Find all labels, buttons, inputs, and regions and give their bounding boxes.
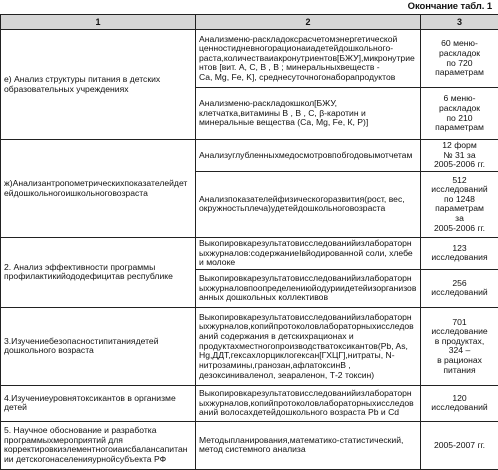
row-5-volume: 2005-2007 гг. (421, 421, 498, 469)
row-zh-topic: ж)Анализантропометрическихпоказателейдетейдошкольногоишкольноговозраста (1, 140, 196, 238)
row-3-method: Выкопировкарезультатовисследованийизлабораторныхжурналов,копийпротоколовлабораторныхисследований содержания в детскихрационах и продуктахместногопроизводстватоксикантов(Pb, As, Hg,ДДТ,гексахлорциклогексан[ГХЦГ],нитраты, N-нитрозамины,гранозан,афлатоксинВ , дезоксиниваленол, зеараленон, Т-2 токсин) (196, 307, 421, 385)
row-5-topic: 5. Научное обоснование и разработка программыхмероприятий для корректировкиэлементногоиаисбалансапитании детскогонаселенияурнойсубъекта РФ (1, 421, 196, 469)
row-zh-volume-1: 12 форм № 31 за 2005-2006 гг. (421, 140, 498, 172)
header-col-3: 3 (421, 15, 498, 30)
table-row (1, 140, 498, 172)
data-table (0, 14, 498, 470)
row-e-method-2: Анализменю-раскладокшкол[БЖУ, клетчатка,витамины В , В , С, β-каротин и минеральные вещества (Са, Mg, Fe, К, Р)] (196, 88, 421, 140)
row-5-method: Методыпланирования,математико-статистический, метод системного анализа (196, 421, 421, 469)
table-caption: Окончание табл. 1 (408, 1, 492, 12)
row-2-topic: 2. Анализ эффективности программы профилактикийододефицитав республике (1, 237, 196, 307)
table-row (1, 237, 498, 269)
row-3-volume: 701 исследование в продуктах, 324 – в рационах питания (421, 307, 498, 385)
row-3-topic: 3.Изучениебезопасностипитаниядетей дошкольного возраста (1, 307, 196, 385)
header-row (1, 15, 498, 30)
row-e-topic: е) Анализ структуры питания в детских образовательных учреждениях (1, 30, 196, 140)
row-2-method-2: Выкопировкарезультатовисследованийизлабораторныхжурналовпоопределениюйодуриидетейизорганизованных дошкольных коллективов (196, 269, 421, 307)
row-zh-volume-2: 512 исследований по 1248 параметрам за 2005-2006 гг. (421, 171, 498, 237)
row-4-volume: 120 исследований (421, 385, 498, 421)
row-e-volume-2: 6 меню- раскладок по 210 параметрам (421, 88, 498, 140)
table-row (1, 307, 498, 385)
row-zh-method-2: Анализпоказателейфизическогоразвития(рост, вес, окружностьплеча)удетейдошкольноговозраста (196, 171, 421, 237)
row-2-volume-1: 123 исследования (421, 237, 498, 269)
row-2-method-1: Выкопировкарезультатовисследованийизлабораторныхжурналов:содержаниеIвйодированной соли, хлебе и молоке (196, 237, 421, 269)
row-4-method: Выкопировкарезультатовисследованийизлабораторныхжурналов,копийпротоколовлабораторныхисследований волосахдетейдошкольного возраста Pb и Cd (196, 385, 421, 421)
table-row (1, 385, 498, 421)
header-col-1: 1 (1, 15, 196, 30)
row-2-volume-2: 256 исследований (421, 269, 498, 307)
row-e-volume-1: 60 меню- раскладок по 720 параметрам (421, 30, 498, 88)
row-zh-method-1: Анализуглубленныхмедосмотровпобгодовымотчетам (196, 140, 421, 172)
row-4-topic: 4.Изучениеуровнятоксикантов в организме детей (1, 385, 196, 421)
table-row (1, 30, 498, 88)
header-col-2: 2 (196, 15, 421, 30)
row-e-method-1: Анализменю-раскладоксрасчетомэнергетической ценностидневногорационаиадетейдошкольного- раста,количестваиакронутриентов[БЖУ],микронутриентов [вит. А, С, В , В ; минеральныхвеществ - Ca, Mg, Fe, K], среднесуточногонаборапродуктов (196, 30, 421, 88)
table-row (1, 421, 498, 469)
